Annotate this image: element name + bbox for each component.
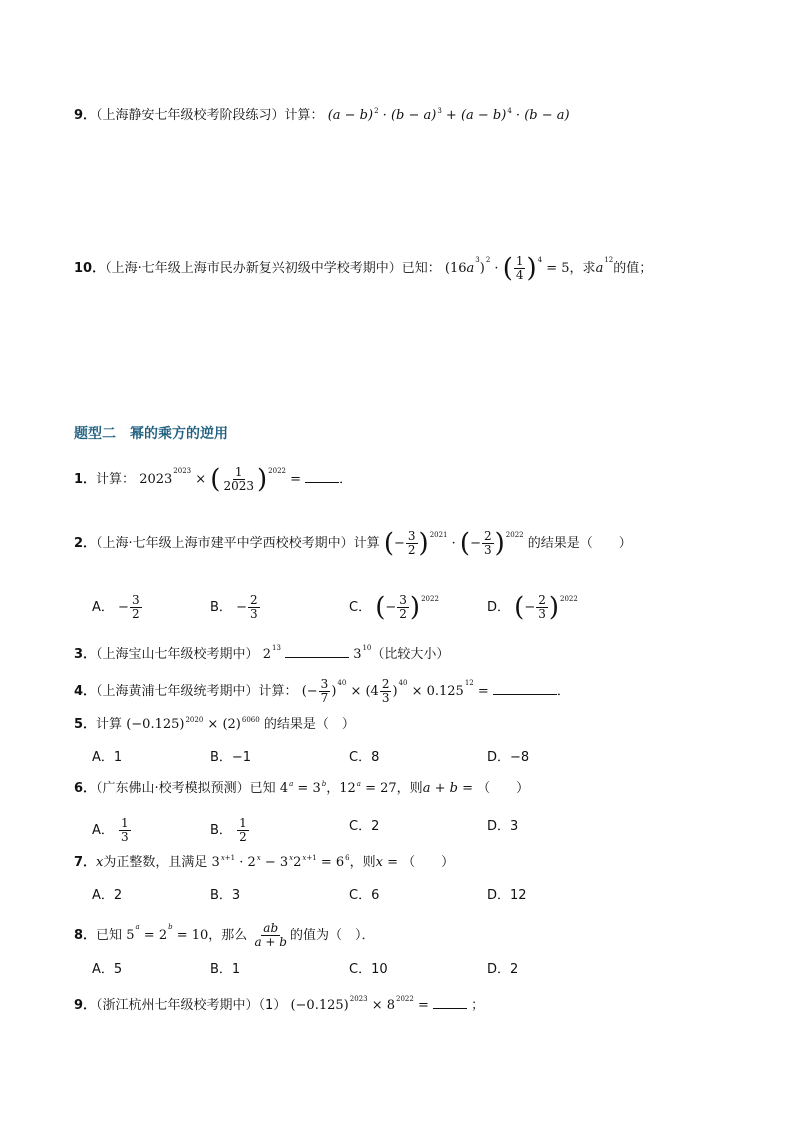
- option-b[interactable]: B．3: [210, 888, 241, 903]
- section-heading: 题型二 幂的乘方的逆用: [74, 426, 228, 442]
- option-c[interactable]: C．10: [349, 962, 388, 977]
- answer-blank[interactable]: [433, 994, 467, 1009]
- option-c[interactable]: C． (− $\frac{3}{2}$ )$^{2022}$: [349, 592, 439, 623]
- question-3: 3．（上海宝山七年级校考期中） $2^{13}$ $3^{10}$（比较大小）: [74, 644, 450, 662]
- question-number: 10．: [74, 261, 106, 276]
- answer-blank[interactable]: [285, 643, 349, 658]
- option-d[interactable]: D．12: [487, 888, 527, 903]
- math-expression: $2023^{2023}$ × ( $\frac{1}{2023}$ )$^{2022}$ =: [139, 464, 306, 495]
- option-d[interactable]: D．−8: [487, 750, 530, 765]
- option-b[interactable]: B．−1: [210, 750, 252, 765]
- math-expression: (− $\frac{3}{7}$ )$^{40}$ × (4 $\frac{2}{3}$ )$^{40} \times 0.125^{12}$ =: [301, 677, 493, 705]
- option-d[interactable]: D．2: [487, 962, 519, 977]
- math-expression: $(a - b)^2 \cdot (b - a)^3 + (a - b)^4 \cdot (b - a)$: [327, 107, 570, 123]
- question-9-prev: [74, 106, 570, 126]
- question-8: 8．已知 $5^a = 2^b = 10$，那么 $\frac{ab}{a + b}$ 的值为（ ）．: [74, 921, 375, 949]
- option-b[interactable]: B． − $\frac{2}{3}$: [210, 593, 258, 621]
- question-6: 6．（广东佛山·校考模拟预测）已知 $4^a = 3^b$，$12^a = 27$，则a + b = （ ）: [74, 780, 530, 796]
- option-c[interactable]: C．6: [349, 888, 380, 903]
- question-source: （上海·七年级上海市民办新复兴初级中学校考期中）已知：: [105, 261, 441, 276]
- option-a[interactable]: A．5: [92, 962, 123, 977]
- option-a[interactable]: A．2: [92, 888, 123, 903]
- question-1: 1．计算： $2023^{2023}$ × ( $\frac{1}{2023}$ )$^{2022}$ = ．: [74, 464, 353, 495]
- answer-blank[interactable]: [493, 680, 557, 695]
- option-c[interactable]: C．2: [349, 819, 380, 834]
- option-b[interactable]: B． $\frac{1}{2}$: [210, 816, 247, 844]
- option-a[interactable]: A． − $\frac{3}{2}$: [92, 593, 140, 621]
- question-4: 4．（上海黄浦七年级统考期中）计算： (− $\frac{3}{7}$ )$^{40}$ × (4 $\frac{2}{3}$ )$^{40} \times 0.125^{12}$ = ．: [74, 677, 570, 705]
- question-9: 9．（浙江杭州七年级校考期中）（1） $(-0.125)^{2023} \times 8^{2022}$ = ；: [74, 995, 485, 1013]
- question-number: 9．: [74, 108, 97, 123]
- question-10-prev: 10．（上海·七年级上海市民办新复兴初级中学校考期中）已知： $(16a^3)^2$ · ( $\frac{1}{4}$ )$^4$ = 5，求$a^{12}$的值；: [74, 253, 653, 284]
- option-b[interactable]: B．1: [210, 962, 241, 977]
- option-a[interactable]: A．1: [92, 750, 123, 765]
- option-d[interactable]: D． (− $\frac{2}{3}$ )$^{2022}$: [487, 592, 578, 623]
- option-a[interactable]: A． $\frac{1}{3}$: [92, 816, 129, 844]
- question-2: 2．（上海·七年级上海市建平中学西校校考期中）计算 (− $\frac{3}{2}$ )$^{2021}$ · (− $\frac{2}{3}$ )$^{2022}$ 的结果是（ ）: [74, 528, 632, 559]
- option-c[interactable]: C．8: [349, 750, 380, 765]
- option-d[interactable]: D．3: [487, 819, 519, 834]
- answer-blank[interactable]: [305, 468, 339, 483]
- question-7: 7．x为正整数，且满足 $3^{x+1} \cdot 2^x - 3^x2^{x+1} = 6^6$，则x = （ ）: [74, 854, 455, 870]
- math-expression: (− $\frac{3}{2}$ )$^{2021}$ · (− $\frac{2}{3}$ )$^{2022}$: [383, 528, 524, 559]
- question-5: 5．计算 $(-0.125)^{2020} \times (2)^{6060}$ 的结果是（ ）: [74, 716, 355, 732]
- question-source: （上海静安七年级校考阶段练习）计算：: [96, 108, 324, 123]
- math-expression: $(16a^3)^2$ · ( $\frac{1}{4}$ )$^4$ = 5: [444, 253, 570, 284]
